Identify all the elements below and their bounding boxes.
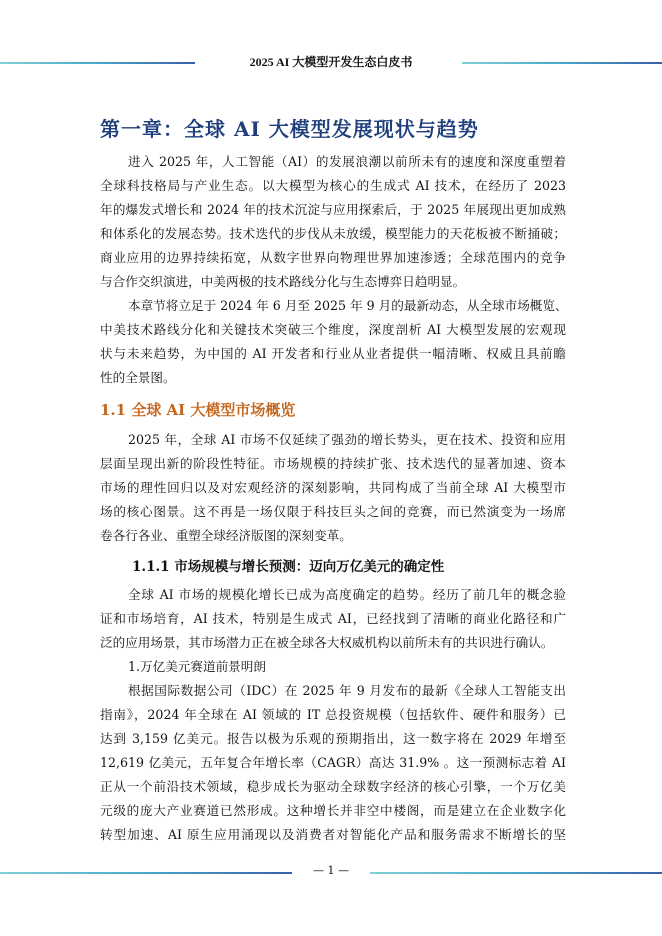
paragraph-line: 中美技术路线分化和关键技术突破三个维度，深度剖析 AI 大模型发展的宏观现 [100, 322, 566, 337]
paragraph-line: 元级的庞大产业赛道已然形成。这种增长并非空中楼阁，而是建立在企业数字化 [100, 803, 566, 818]
paragraph-line: 指南》，2024 年全球在 AI 领域的 IT 总投资规模（包括软件、硬件和服务）已 [100, 707, 566, 722]
paragraph-line: 卷各行各业、重塑全球经济版图的深刻变革。 [100, 528, 352, 543]
paragraph-line: 性的全景图。 [100, 370, 176, 385]
paragraph-line: 根据国际数据公司（IDC）在 2025 年 9 月发布的最新《全球人工智能支出 [128, 683, 566, 698]
paragraph-line: 达到 3,159 亿美元。报告以极为乐观的预期指出，这一数字将在 2029 年增至 [100, 731, 566, 746]
section-heading-1-1-1: 1.1.1 市场规模与增长预测：迈向万亿美元的确定性 [132, 559, 445, 575]
paragraph-line: 进入 2025 年，人工智能（AI）的发展浪潮以前所未有的速度和深度重塑着 [128, 154, 566, 169]
paragraph-line: 与合作交织演进，中美两极的技术路线分化与生态博弈日趋明显。 [100, 274, 466, 289]
paragraph-line: 商业应用的边界持续拓宽，从数字世界向物理世界加速渗透；全球范围内的竞争 [100, 250, 566, 265]
paragraph-line: 泛的应用场景，其市场潜力正在被全球各大权威机构以前所未有的共识进行确认。 [100, 635, 554, 650]
chapter-title: 第一章：全球 AI 大模型发展现状与趋势 [100, 117, 479, 141]
paragraph-line: 转型加速、AI 原生应用涌现以及消费者对智能化产品和服务需求不断增长的坚 [100, 827, 566, 842]
paragraph-line: 层面呈现出新的阶段性特征。市场规模的持续扩张、技术迭代的显著加速、资本 [100, 456, 566, 471]
paragraph-line: 全球科技格局与产业生态。以大模型为核心的生成式 AI 技术，在经历了 2023 [100, 178, 566, 193]
page-number: — 1 — [313, 864, 349, 877]
paragraph-line: 2025 年，全球 AI 市场不仅延续了强劲的增长势头，更在技术、投资和应用 [128, 432, 566, 447]
paragraph-line: 证和市场培育，AI 技术，特别是生成式 AI，已经找到了清晰的商业化路径和广 [100, 611, 566, 626]
paragraph-line: 状与未来趋势，为中国的 AI 开发者和行业从业者提供一幅清晰、权威且具前瞻 [100, 346, 566, 361]
paragraph-line: 全球 AI 市场的规模化增长已成为高度确定的趋势。经历了前几年的概念验 [128, 587, 566, 602]
paragraph-line: 市场的理性回归以及对宏观经济的深刻影响，共同构成了当前全球 AI 大模型市 [100, 480, 566, 495]
running-header: 2025 AI 大模型开发生态白皮书 [249, 55, 413, 69]
paragraph-line: 1.万亿美元赛道前景明朗 [128, 659, 266, 674]
paragraph-line: 和体系化的发展态势。技术迭代的步伐从未放缓，模型能力的天花板被不断捅破； [100, 226, 566, 241]
paragraph-line: 12,619 亿美元，五年复合年增长率（CAGR）高达 31.9% 。这一预测标志着 AI [100, 755, 566, 770]
paragraph-line: 年的爆发式增长和 2024 年的技术沉淀与应用探索后，于 2025 年展现出更加成熟 [100, 202, 566, 217]
paragraph-line: 本章节将立足于 2024 年 6 月至 2025 年 9 月的最新动态，从全球市场概览、 [128, 298, 568, 313]
section-heading-1-1: 1.1 全球 AI 大模型市场概览 [100, 401, 296, 419]
paragraph-line: 正从一个前沿技术领域，稳步成长为驱动全球数字经济的核心引擎，一个万亿美 [100, 779, 566, 794]
paragraph-line: 场的核心图景。这不再是一场仅限于科技巨头之间的竞赛，而已然演变为一场席 [100, 504, 566, 519]
